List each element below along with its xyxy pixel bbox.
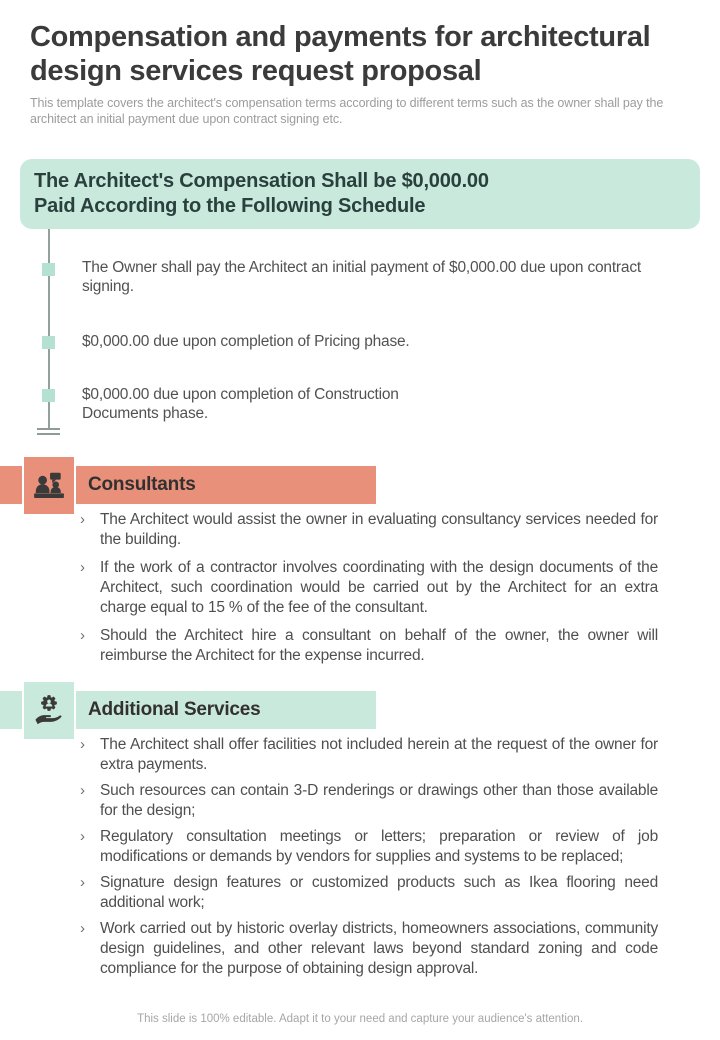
page-subtitle: This template covers the architect's compensation terms according to different terms such as the owner shall pay the architect an initial payment due upon contract signing etc.: [30, 96, 664, 126]
bullet-text: Regulatory consultation meetings or letters; preparation or review of job modifications or demands by vendors for supplies and systems to be replaced;: [100, 828, 658, 865]
additional-services-section-title: Additional Services: [88, 699, 261, 720]
consultants-icon-box: [22, 457, 76, 514]
timeline-node: [42, 336, 55, 349]
bullet-marker: ›: [80, 874, 85, 891]
people-consulting-icon: [32, 469, 66, 503]
compensation-banner: [20, 159, 700, 229]
page-title: Compensation and payments for architectural design services request proposal: [30, 21, 651, 87]
bullet-marker: ›: [80, 828, 85, 845]
consultants-bullet-list: [80, 510, 660, 674]
schedule-item: $0,000.00 due upon completion of Construction Documents phase.: [82, 386, 399, 422]
bullet-text: The Architect would assist the owner in evaluating consultancy services needed for the building.: [100, 511, 658, 548]
footer-note: This slide is 100% editable. Adapt it to your need and capture your audience's attention.: [137, 1013, 583, 1025]
timeline-end-mark: [37, 433, 60, 435]
timeline-node: [42, 389, 55, 402]
bullet-marker: ›: [80, 511, 85, 528]
bullet-item: [80, 558, 660, 618]
compensation-banner-line-1: The Architect's Compensation Shall be $0,000.00: [34, 170, 489, 192]
bullet-marker: ›: [80, 559, 85, 576]
schedule-item: $0,000.00 due upon completion of Pricing phase.: [82, 333, 410, 350]
additional-services-bullet-list: [80, 735, 660, 985]
timeline-node: [42, 263, 55, 276]
bullet-item: [80, 827, 660, 867]
additional-services-icon-box: [22, 682, 76, 739]
bullet-text: Should the Architect hire a consultant on behalf of the owner, the owner will reimburse the Architect for the expense incurred.: [100, 627, 658, 664]
bullet-item: [80, 626, 660, 666]
consultants-section-title: Consultants: [88, 474, 196, 495]
bullet-item: [80, 919, 660, 979]
bullet-item: [80, 873, 660, 913]
schedule-item: The Owner shall pay the Architect an initial payment of $0,000.00 due upon contract signing.: [82, 259, 641, 295]
bullet-text: The Architect shall offer facilities not included herein at the request of the owner for extra payments.: [100, 736, 658, 773]
timeline-end-mark: [37, 428, 60, 430]
bullet-item: [80, 735, 660, 775]
bullet-marker: ›: [80, 627, 85, 644]
bullet-marker: ›: [80, 782, 85, 799]
bullet-marker: ›: [80, 736, 85, 753]
bullet-item: [80, 781, 660, 821]
bullet-text: Signature design features or customized products such as Ikea flooring need additional work;: [100, 874, 658, 911]
bullet-item: [80, 510, 660, 550]
bullet-text: Such resources can contain 3-D renderings or drawings other than those available for the design;: [100, 782, 658, 819]
bullet-text: Work carried out by historic overlay districts, homeowners associations, community design guidelines, and other relevant laws beyond standard zoning and code compliance for the purpose of obtaining design approval.: [100, 920, 658, 977]
bullet-text: If the work of a contractor involves coordinating with the design documents of the Architect, such coordination would be carried out by the Architect for an extra charge equal to 15 % of the fee of the consultant.: [100, 559, 658, 616]
hand-gear-icon: [32, 694, 66, 728]
compensation-banner-line-2: Paid According to the Following Schedule: [34, 195, 426, 217]
bullet-marker: ›: [80, 920, 85, 937]
